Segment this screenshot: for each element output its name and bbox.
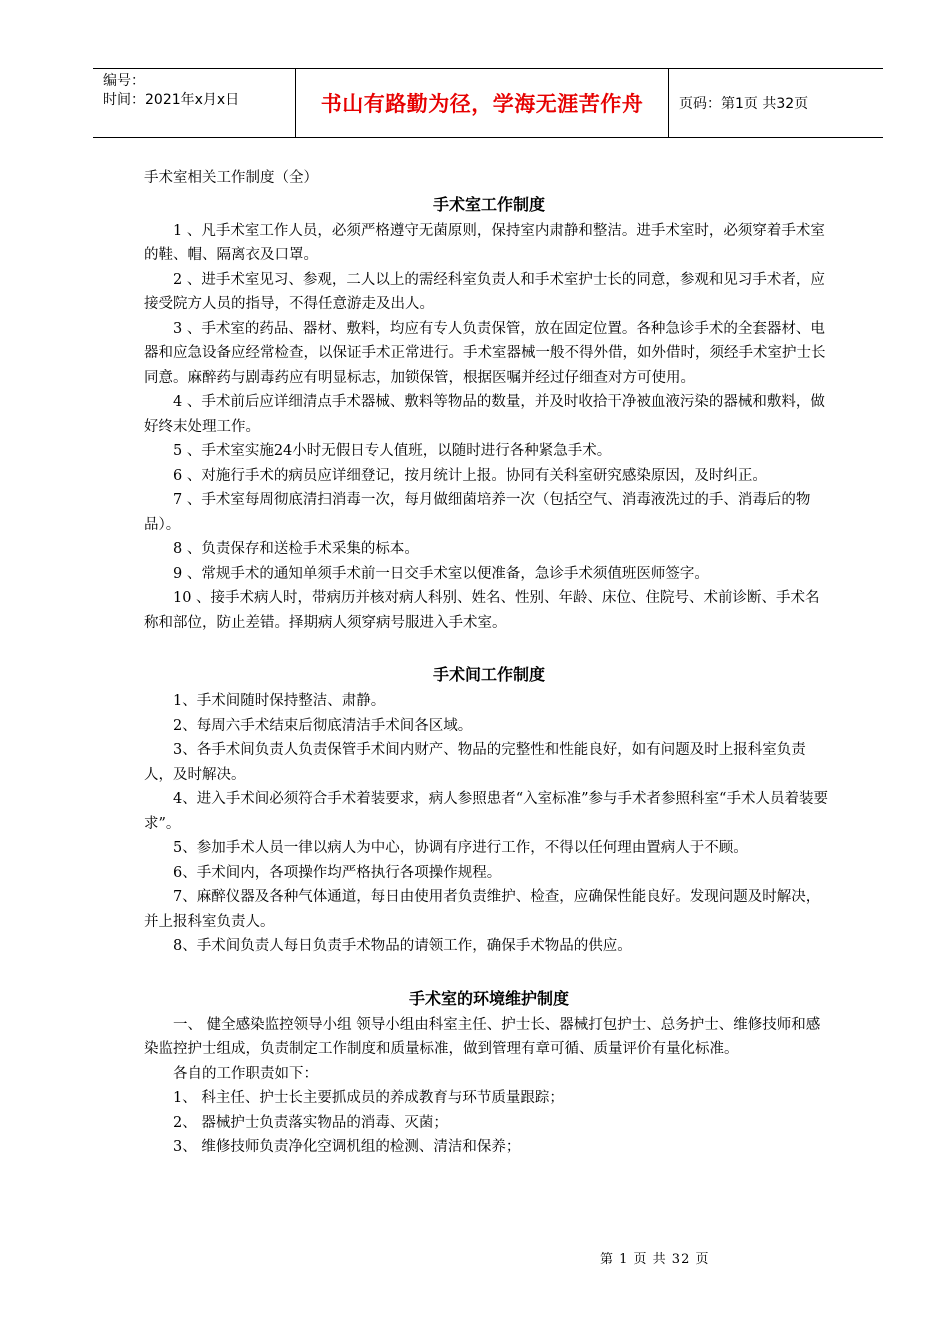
page-footer: 第 1 页 共 32 页 bbox=[600, 1252, 710, 1267]
paragraph: 8 、负责保存和送检手术采集的标本。 bbox=[173, 541, 419, 557]
paragraph: 2、每周六手术结束后彻底清洁手术间各区域。 bbox=[173, 717, 473, 734]
section-operating-room-unit-rules bbox=[144, 661, 834, 959]
paragraph: 2 、进手术室见习、参观，二人以上的需经科室负责人和手术室护士长的同意，参观和见习手术者，应接受院方人员的指导，不得任意游走及出人。 bbox=[144, 271, 825, 312]
paragraph: 5 、手术室实施24小时无假日专人值班，以随时进行各种紧急手术。 bbox=[173, 443, 612, 459]
section-gap bbox=[144, 635, 834, 661]
list-item: 1、 科主任、护士长主要抓成员的养成教育与环节质量跟踪； bbox=[173, 1090, 564, 1106]
paragraph: 1、手术间随时保持整洁、肃静。 bbox=[173, 693, 386, 709]
doc-title: 手术室相关工作制度（全） bbox=[144, 170, 318, 186]
paragraph: 10 、接手术病人时，带病历并核对病人科别、姓名、性别、年龄、床位、住院号、术前诊断、手术名称和部位，防止差错。择期病人须穿病号服进入手术室。 bbox=[144, 590, 820, 631]
paragraph: 3、各手术间负责人负责保管手术间内财产、物品的完整性和性能良好，如有问题及时上报科室负责人，及时解决。 bbox=[144, 742, 806, 783]
paragraph: 1 、凡手术室工作人员，必须严格遵守无菌原则，保持室内肃静和整洁。进手术室时，必须穿着手术室的鞋、帽、隔离衣及口罩。 bbox=[144, 222, 825, 263]
paragraph: 7 、手术室每周彻底清扫消毒一次，每月做细菌培养一次（包括空气、消毒液洗过的手、消毒后的物品）。 bbox=[144, 492, 811, 533]
header-meta bbox=[103, 69, 293, 137]
section-gap bbox=[144, 959, 834, 985]
paragraph: 6、手术间内，各项操作均严格执行各项操作规程。 bbox=[173, 864, 502, 881]
list-item: 2、 器械护士负责落实物品的消毒、灭菌； bbox=[173, 1114, 448, 1131]
header-divider bbox=[668, 69, 669, 137]
paragraph: 8、手术间负责人每日负责手术物品的请领工作，确保手术物品的供应。 bbox=[173, 938, 632, 954]
paragraph: 一、 健全感染监控领导小组 领导小组由科室主任、护士长、器械打包护士、总务护士、维修技师和感染监控护士组成，负责制定工作制度和质量标准，做到管理有章可循、质量评价有量化标准。 bbox=[144, 1016, 821, 1057]
header-time-label: 时间：2021年x月x日 bbox=[103, 92, 240, 108]
header-number-label: 编号： bbox=[103, 73, 145, 89]
paragraph: 9 、常规手术的通知单须手术前一日交手术室以便准备，急诊手术须值班医师签字。 bbox=[173, 565, 709, 582]
document-header bbox=[93, 68, 883, 138]
paragraph: 6 、对施行手术的病员应详细登记，按月统计上报。协同有关科室研究感染原因，及时纠正。 bbox=[173, 467, 767, 484]
section-title: 手术间工作制度 bbox=[432, 665, 545, 684]
header-page-label: 页码：第1页 共32页 bbox=[679, 96, 809, 112]
paragraph: 4 、手术前后应详细清点手术器械、敷料等物品的数量，并及时收拾干净被血液污染的器械和敷料，做好终末处理工作。 bbox=[144, 394, 825, 435]
section-title: 手术室的环境维护制度 bbox=[408, 988, 569, 1008]
paragraph: 4、进入手术间必须符合手术着装要求，病人参照患者“入室标准”参与手术者参照科室“手术人员着装要求”。 bbox=[144, 791, 828, 832]
paragraph: 5、参加手术人员一律以病人为中心，协调有序进行工作，不得以任何理由置病人于不顾。 bbox=[173, 840, 748, 856]
section-title: 手术室工作制度 bbox=[432, 194, 545, 214]
paragraph: 3 、手术室的药品、器材、敷料，均应有专人负责保管，放在固定位置。各种急诊手术的全套器材、电器和应急设备应经常检查，以保证手术正常进行。手术室器械一般不得外借，如外借时，须经手术室护士长同意。麻醉药与剧毒药应有明显标志，加锁保管，根据医嘱并经过仔细查对方可使用。 bbox=[144, 320, 826, 386]
paragraph: 7、麻醉仪器及各种气体通道，每日由使用者负责维护、检查，应确保性能良好。发现问题及时解决，并上报科室负责人。 bbox=[144, 889, 821, 930]
section-operating-room-rules bbox=[144, 191, 834, 636]
paragraph: 各自的工作职责如下： bbox=[173, 1065, 318, 1082]
list-item: 3、 维修技师负责净化空调机组的检测、清洁和保养； bbox=[173, 1139, 521, 1155]
document-body bbox=[144, 166, 834, 1160]
section-environment-rules bbox=[144, 985, 834, 1160]
header-motto: 书山有路勤为径，学海无涯苦作舟 bbox=[320, 91, 644, 116]
